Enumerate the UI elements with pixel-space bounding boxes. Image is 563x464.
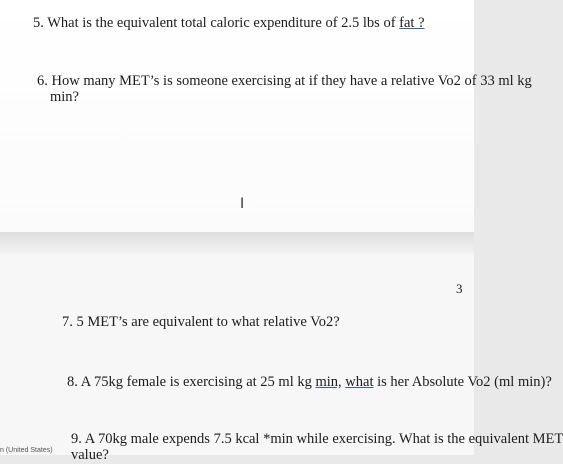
question-7: 7. 5 MET’s are equivalent to what relative Vo2? (62, 314, 340, 330)
question-9-line-1: 9. A 70kg male expends 7.5 kcal *min while exercising. What is the equivalent MET (71, 431, 563, 447)
question-8-pre: 8. A 75kg female is exercising at 25 ml kg (67, 374, 316, 390)
question-5-text: 5. What is the equivalent total caloric expenditure of 2.5 lbs of (33, 15, 400, 31)
page-separator (0, 232, 474, 254)
question-5 (33, 15, 425, 32)
question-8-underlined-min: min, (315, 374, 342, 390)
question-5-tail: fat ? (399, 15, 425, 31)
text-cursor-icon: I (240, 196, 245, 212)
status-bar-language[interactable]: n (United States) (0, 447, 53, 454)
question-6-line-2: min? (50, 89, 79, 105)
document-page-bottom (0, 254, 474, 455)
question-6-line-1: 6. How many MET’s is someone exercising at if they have a relative Vo2 of 33 ml kg (37, 73, 532, 89)
question-8-underlined-what: what (345, 374, 374, 390)
question-8-post: is her Absolute Vo2 (ml min)? (373, 374, 552, 390)
question-9-line-2: value? (71, 447, 109, 463)
document-page-top (0, 0, 474, 232)
page-number: 3 (456, 281, 463, 296)
question-8 (67, 374, 552, 391)
